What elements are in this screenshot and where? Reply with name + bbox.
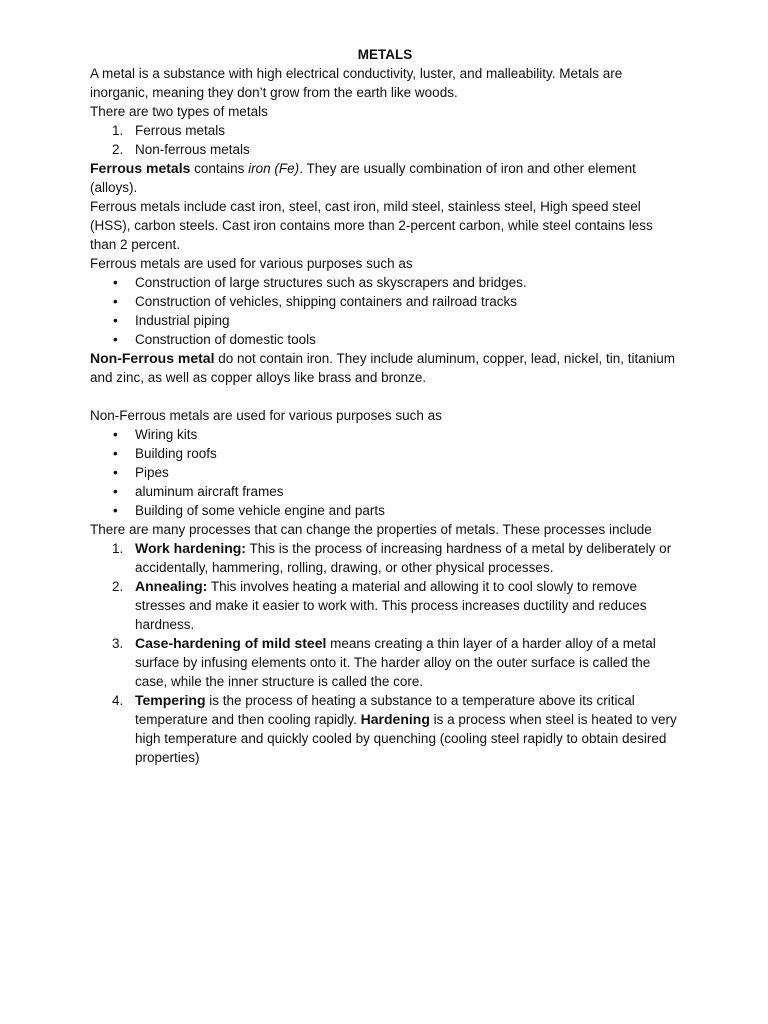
list-item: [90, 425, 680, 444]
list-item-text: Construction of vehicles, shipping containers and railroad tracks: [135, 294, 517, 309]
bullet-icon: •: [113, 503, 118, 518]
list-number: 4.: [112, 693, 124, 708]
list-item-text: Construction of domestic tools: [135, 332, 316, 347]
list-item-text: Building of some vehicle engine and parts: [135, 503, 385, 518]
processes-intro: There are many processes that can change the properties of metals. These processes include: [90, 522, 652, 537]
blank-line: [90, 387, 680, 406]
list-number: 1.: [112, 541, 124, 556]
ferrous-uses-intro: Ferrous metals are used for various purposes such as: [90, 256, 413, 271]
list-item-text: Non-ferrous metals: [135, 142, 250, 157]
types-intro: There are two types of metals: [90, 104, 268, 119]
nonferrous-uses-list: [90, 425, 680, 520]
process-term: Annealing:: [135, 578, 208, 594]
bullet-icon: •: [113, 465, 118, 480]
ferrous-definition: [90, 159, 680, 197]
list-item-text: Ferrous metals: [135, 123, 226, 138]
process-text: This is the process of increasing hardness of a metal by deliberately or accidentally, hammering, rolling, drawing, or other physical processes.: [135, 541, 672, 575]
process-term-secondary: Hardening: [360, 711, 430, 727]
list-item-text: Construction of large structures such as skyscrapers and bridges.: [135, 275, 527, 290]
process-text: means creating a thin layer of a harder alloy of a metal surface by infusing elements onto it. The harder alloy on the outer surface is called the case, while the inner structure is called the core.: [135, 636, 656, 689]
bullet-icon: •: [113, 313, 118, 328]
bullet-icon: •: [113, 446, 118, 461]
list-number: 2.: [112, 579, 124, 594]
list-item-text: Pipes: [135, 465, 169, 480]
list-item-text: aluminum aircraft frames: [135, 484, 284, 499]
list-item-text: Wiring kits: [135, 427, 198, 442]
list-item: [90, 121, 680, 140]
intro-paragraph: A metal is a substance with high electrical conductivity, luster, and malleability. Metals are inorganic, meaning they don’t grow from the earth like woods.: [90, 66, 623, 100]
nonferrous-uses-intro: Non-Ferrous metals are used for various purposes such as: [90, 408, 442, 423]
nonferrous-text: do not contain iron. They include aluminum, copper, lead, nickel, tin, titanium and zinc, as well as copper alloys like brass and bronze.: [90, 351, 675, 385]
list-number: 1.: [112, 123, 124, 138]
ferrous-uses-list: [90, 273, 680, 349]
ferrous-italic: iron (Fe): [248, 161, 300, 176]
list-number: 3.: [112, 636, 124, 651]
list-item: [90, 140, 680, 159]
process-term: Tempering: [135, 692, 206, 708]
bullet-icon: •: [113, 294, 118, 309]
list-number: 2.: [112, 142, 124, 157]
process-term: Case-hardening of mild steel: [135, 635, 327, 651]
list-item-text: Building roofs: [135, 446, 217, 461]
document-page: [90, 45, 680, 767]
process-text: This involves heating a material and allowing it to cool slowly to remove stresses and make it easier to work with. This process increases ductility and reduces hardness.: [135, 579, 647, 632]
ferrous-text-a: contains: [190, 161, 249, 176]
bullet-icon: •: [113, 275, 118, 290]
list-item: [90, 292, 680, 311]
list-item: [90, 463, 680, 482]
document-title: METALS: [357, 47, 413, 62]
bullet-icon: •: [113, 427, 118, 442]
list-item: [90, 444, 680, 463]
nonferrous-term: Non-Ferrous metal: [90, 350, 215, 366]
list-item: [90, 273, 680, 292]
nonferrous-definition: [90, 349, 680, 387]
ferrous-term: Ferrous metals: [90, 160, 191, 176]
list-item-text: Industrial piping: [135, 313, 230, 328]
bullet-icon: •: [113, 484, 118, 499]
list-item: [90, 539, 680, 577]
list-item: [90, 330, 680, 349]
list-item: [90, 311, 680, 330]
list-item: [90, 482, 680, 501]
process-term: Work hardening:: [135, 540, 246, 556]
process-text-secondary: is a process when steel is heated to very high temperature and quickly cooled by quenching (cooling steel rapidly to obtain desired properties): [135, 712, 677, 765]
ferrous-text-b: . They are usually combination of iron and other element (alloys).: [90, 161, 636, 195]
process-text: is the process of heating a substance to a temperature above its critical temperature and then cooling rapidly.: [135, 693, 635, 727]
ferrous-include-paragraph: Ferrous metals include cast iron, steel, cast iron, mild steel, stainless steel, High speed steel (HSS), carbon steels. Cast iron contains more than 2-percent carbon, while steel contains less than 2 percent.: [90, 199, 653, 252]
processes-list: [90, 539, 680, 767]
metal-types-list: [90, 121, 680, 159]
list-item: [90, 501, 680, 520]
bullet-icon: •: [113, 332, 118, 347]
list-item: [90, 634, 680, 691]
list-item: [90, 577, 680, 634]
list-item: [90, 691, 680, 767]
